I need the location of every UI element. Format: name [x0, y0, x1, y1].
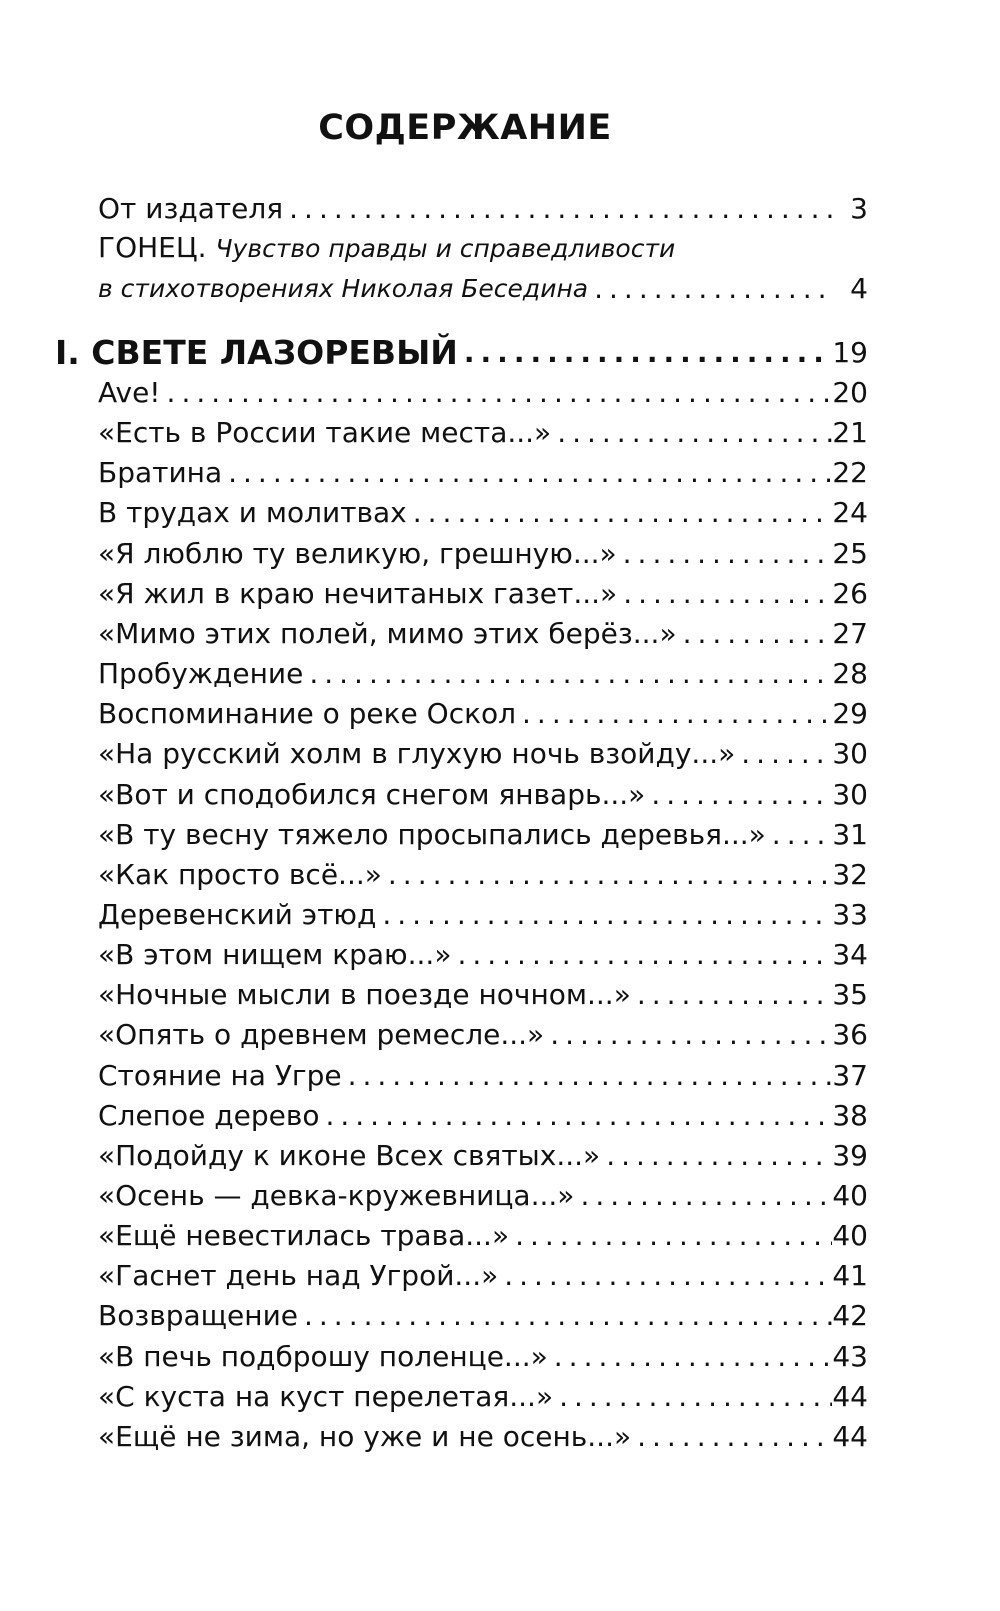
- toc-entry[interactable]: [98, 693, 868, 735]
- toc-entry-title: «С куста на куст перелетая...»: [98, 1379, 554, 1413]
- toc-page-number: 44: [832, 1379, 868, 1413]
- dot-leader: [342, 1055, 832, 1097]
- toc-page-number: 4: [850, 272, 868, 305]
- toc-entry[interactable]: [98, 1175, 868, 1217]
- dot-leader: [617, 533, 832, 575]
- toc-entry-title: «Я люблю ту великую, грешную...»: [98, 536, 617, 570]
- toc-entry-title: «Я жил в краю нечитаных газет...»: [98, 576, 618, 610]
- dot-leader: [298, 1295, 832, 1337]
- toc-page-number: 35: [832, 978, 868, 1012]
- dot-leader: [766, 814, 832, 856]
- toc-entry-title: Ave!: [98, 376, 161, 409]
- toc-entry[interactable]: [98, 733, 868, 775]
- toc-entry-title: Деревенский этюд: [98, 897, 377, 931]
- toc-page-number: 32: [832, 857, 868, 891]
- dot-leader: [407, 492, 832, 534]
- toc-page-number: 41: [832, 1259, 868, 1293]
- dot-leader: [631, 974, 832, 1016]
- toc-page-number: 44: [832, 1419, 868, 1453]
- toc-entry[interactable]: [98, 854, 868, 896]
- dot-leader: [588, 268, 832, 310]
- toc-page-number: 21: [832, 416, 868, 450]
- toc-entry-title: «В печь подброшу поленце...»: [98, 1339, 548, 1373]
- toc-entry-title: «Мимо этих полей, мимо этих берёз...»: [98, 616, 677, 650]
- toc-entry-title: «На русский холм в глухую ночь взойду...»: [98, 737, 736, 771]
- toc-entry[interactable]: [98, 894, 868, 936]
- dot-leader: [553, 1376, 832, 1418]
- toc-entry-title: «Ещё невестилась трава...»: [98, 1219, 510, 1253]
- toc-entry-publisher[interactable]: [98, 188, 868, 230]
- toc-entry-title: Пробуждение: [98, 657, 304, 691]
- toc-entry[interactable]: [98, 613, 868, 655]
- dot-leader: [319, 1095, 832, 1137]
- toc-page-number: 34: [832, 938, 868, 972]
- toc-page-number: 26: [832, 576, 868, 610]
- toc-entry-title: В трудах и молитвах: [98, 496, 407, 530]
- dot-leader: [161, 372, 832, 414]
- toc-page-number: 19: [832, 336, 868, 369]
- toc-page-number: 40: [832, 1179, 868, 1212]
- toc-entry[interactable]: [98, 1255, 868, 1297]
- toc-page-number: 39: [832, 1138, 868, 1172]
- toc-entry[interactable]: [98, 412, 868, 454]
- toc-entry[interactable]: [98, 492, 868, 534]
- toc-page-number: 3: [850, 192, 868, 225]
- toc-entry-title: «В ту весну тяжело просыпались деревья...»: [98, 817, 766, 851]
- toc-entry[interactable]: [98, 1055, 868, 1097]
- toc-entry[interactable]: [98, 1014, 868, 1056]
- toc-entry-title: «Как просто всё...»: [98, 857, 382, 891]
- dot-leader: [509, 1215, 832, 1257]
- toc-page-number: 33: [832, 897, 868, 931]
- toc-page-number: 29: [832, 697, 868, 731]
- toc-page-number: 43: [832, 1339, 868, 1373]
- toc-entry[interactable]: [98, 934, 868, 976]
- toc-entry-title: [98, 267, 588, 310]
- toc-entry-title: Слепое дерево: [98, 1098, 320, 1132]
- toc-entry[interactable]: [98, 1376, 868, 1418]
- toc-entry[interactable]: [98, 1336, 868, 1378]
- dot-leader: [516, 693, 832, 735]
- dot-leader: [617, 573, 832, 615]
- toc-entry-essay-line1[interactable]: [98, 228, 868, 270]
- toc-entry-title: «Подойду к иконе Всех святых...»: [98, 1138, 601, 1172]
- toc-entry[interactable]: [98, 774, 868, 816]
- dot-leader: [498, 1255, 832, 1297]
- dot-leader: [677, 613, 832, 655]
- toc-entry-title: «В этом нищем краю...»: [98, 938, 452, 972]
- dot-leader: [382, 854, 832, 896]
- toc-page-number: 28: [832, 657, 868, 691]
- toc-entry[interactable]: [98, 1416, 868, 1458]
- section-title: I. СВЕТЕ ЛАЗОРЕВЫЙ: [55, 333, 458, 372]
- toc-page-number: 22: [832, 456, 868, 490]
- dot-leader: [283, 188, 832, 230]
- toc-page-number: 38: [832, 1098, 868, 1132]
- toc-page-number: 30: [832, 777, 868, 811]
- dot-leader: [631, 1416, 832, 1458]
- toc-page-number: 24: [832, 496, 868, 530]
- dot-leader: [551, 412, 832, 454]
- toc-section-heading[interactable]: [55, 332, 868, 374]
- toc-page-number: 20: [832, 376, 868, 409]
- essay-subtitle-line2: в стихотворениях Николая Беседина: [98, 274, 589, 303]
- dot-leader: [544, 1014, 832, 1056]
- dot-leader: [548, 1336, 832, 1378]
- toc-entry-title: «Ещё не зима, но уже и не осень...»: [98, 1419, 632, 1453]
- dot-leader: [574, 1175, 832, 1217]
- toc-page-number: 40: [832, 1219, 868, 1253]
- toc-entry-title: «Осень — девка-кружевница...»: [98, 1179, 575, 1212]
- dot-leader: [303, 653, 832, 695]
- dot-leader: [451, 934, 832, 976]
- toc-entry[interactable]: [98, 974, 868, 1016]
- dot-leader: [376, 894, 832, 936]
- essay-prefix: ГОНЕЦ.: [98, 231, 207, 264]
- dot-leader: [458, 332, 832, 374]
- toc-entry[interactable]: [98, 533, 868, 575]
- dot-leader: [600, 1135, 832, 1177]
- toc-entry-title: [98, 227, 675, 270]
- toc-entry-title: Братина: [98, 456, 223, 490]
- toc-entry-title: От издателя: [98, 192, 284, 225]
- toc-entry[interactable]: [98, 372, 868, 414]
- toc-entry[interactable]: [98, 1215, 868, 1257]
- toc-entry[interactable]: [98, 452, 868, 494]
- toc-entry-title: «Опять о древнем ремесле...»: [98, 1018, 545, 1052]
- toc-entry-title: Стояние на Угре: [98, 1058, 342, 1092]
- toc-page-number: 31: [832, 817, 868, 851]
- dot-leader: [645, 774, 832, 816]
- toc-entry[interactable]: [98, 1095, 868, 1137]
- dot-leader: [735, 733, 832, 775]
- toc-entry[interactable]: [98, 1135, 868, 1177]
- toc-entry[interactable]: [98, 653, 868, 695]
- page-title: СОДЕРЖАНИЕ: [318, 108, 612, 148]
- toc-page-number: 30: [832, 737, 868, 771]
- toc-entry[interactable]: [98, 573, 868, 615]
- toc-page-number: 25: [832, 536, 868, 570]
- toc-entry-title: «Есть в России такие места...»: [98, 416, 552, 450]
- toc-entry[interactable]: [98, 814, 868, 856]
- toc-entry[interactable]: [98, 1295, 868, 1337]
- toc-entry-essay-line2[interactable]: [98, 268, 868, 310]
- toc-entry-title: Воспоминание о реке Оскол: [98, 697, 517, 731]
- toc-entry-title: Возвращение: [98, 1299, 298, 1333]
- toc-entry-title: «Вот и сподобился снегом январь...»: [98, 777, 646, 811]
- toc-page-number: 42: [832, 1299, 868, 1333]
- toc-entry-title: «Гаснет день над Угрой...»: [98, 1259, 499, 1293]
- essay-subtitle-line1: Чувство правды и справедливости: [215, 234, 676, 263]
- toc-page-number: 37: [832, 1058, 868, 1092]
- dot-leader: [222, 452, 832, 494]
- toc-entry-title: «Ночные мысли в поезде ночном...»: [98, 978, 631, 1012]
- toc-page-number: 36: [832, 1018, 868, 1052]
- toc-page-number: 27: [832, 616, 868, 650]
